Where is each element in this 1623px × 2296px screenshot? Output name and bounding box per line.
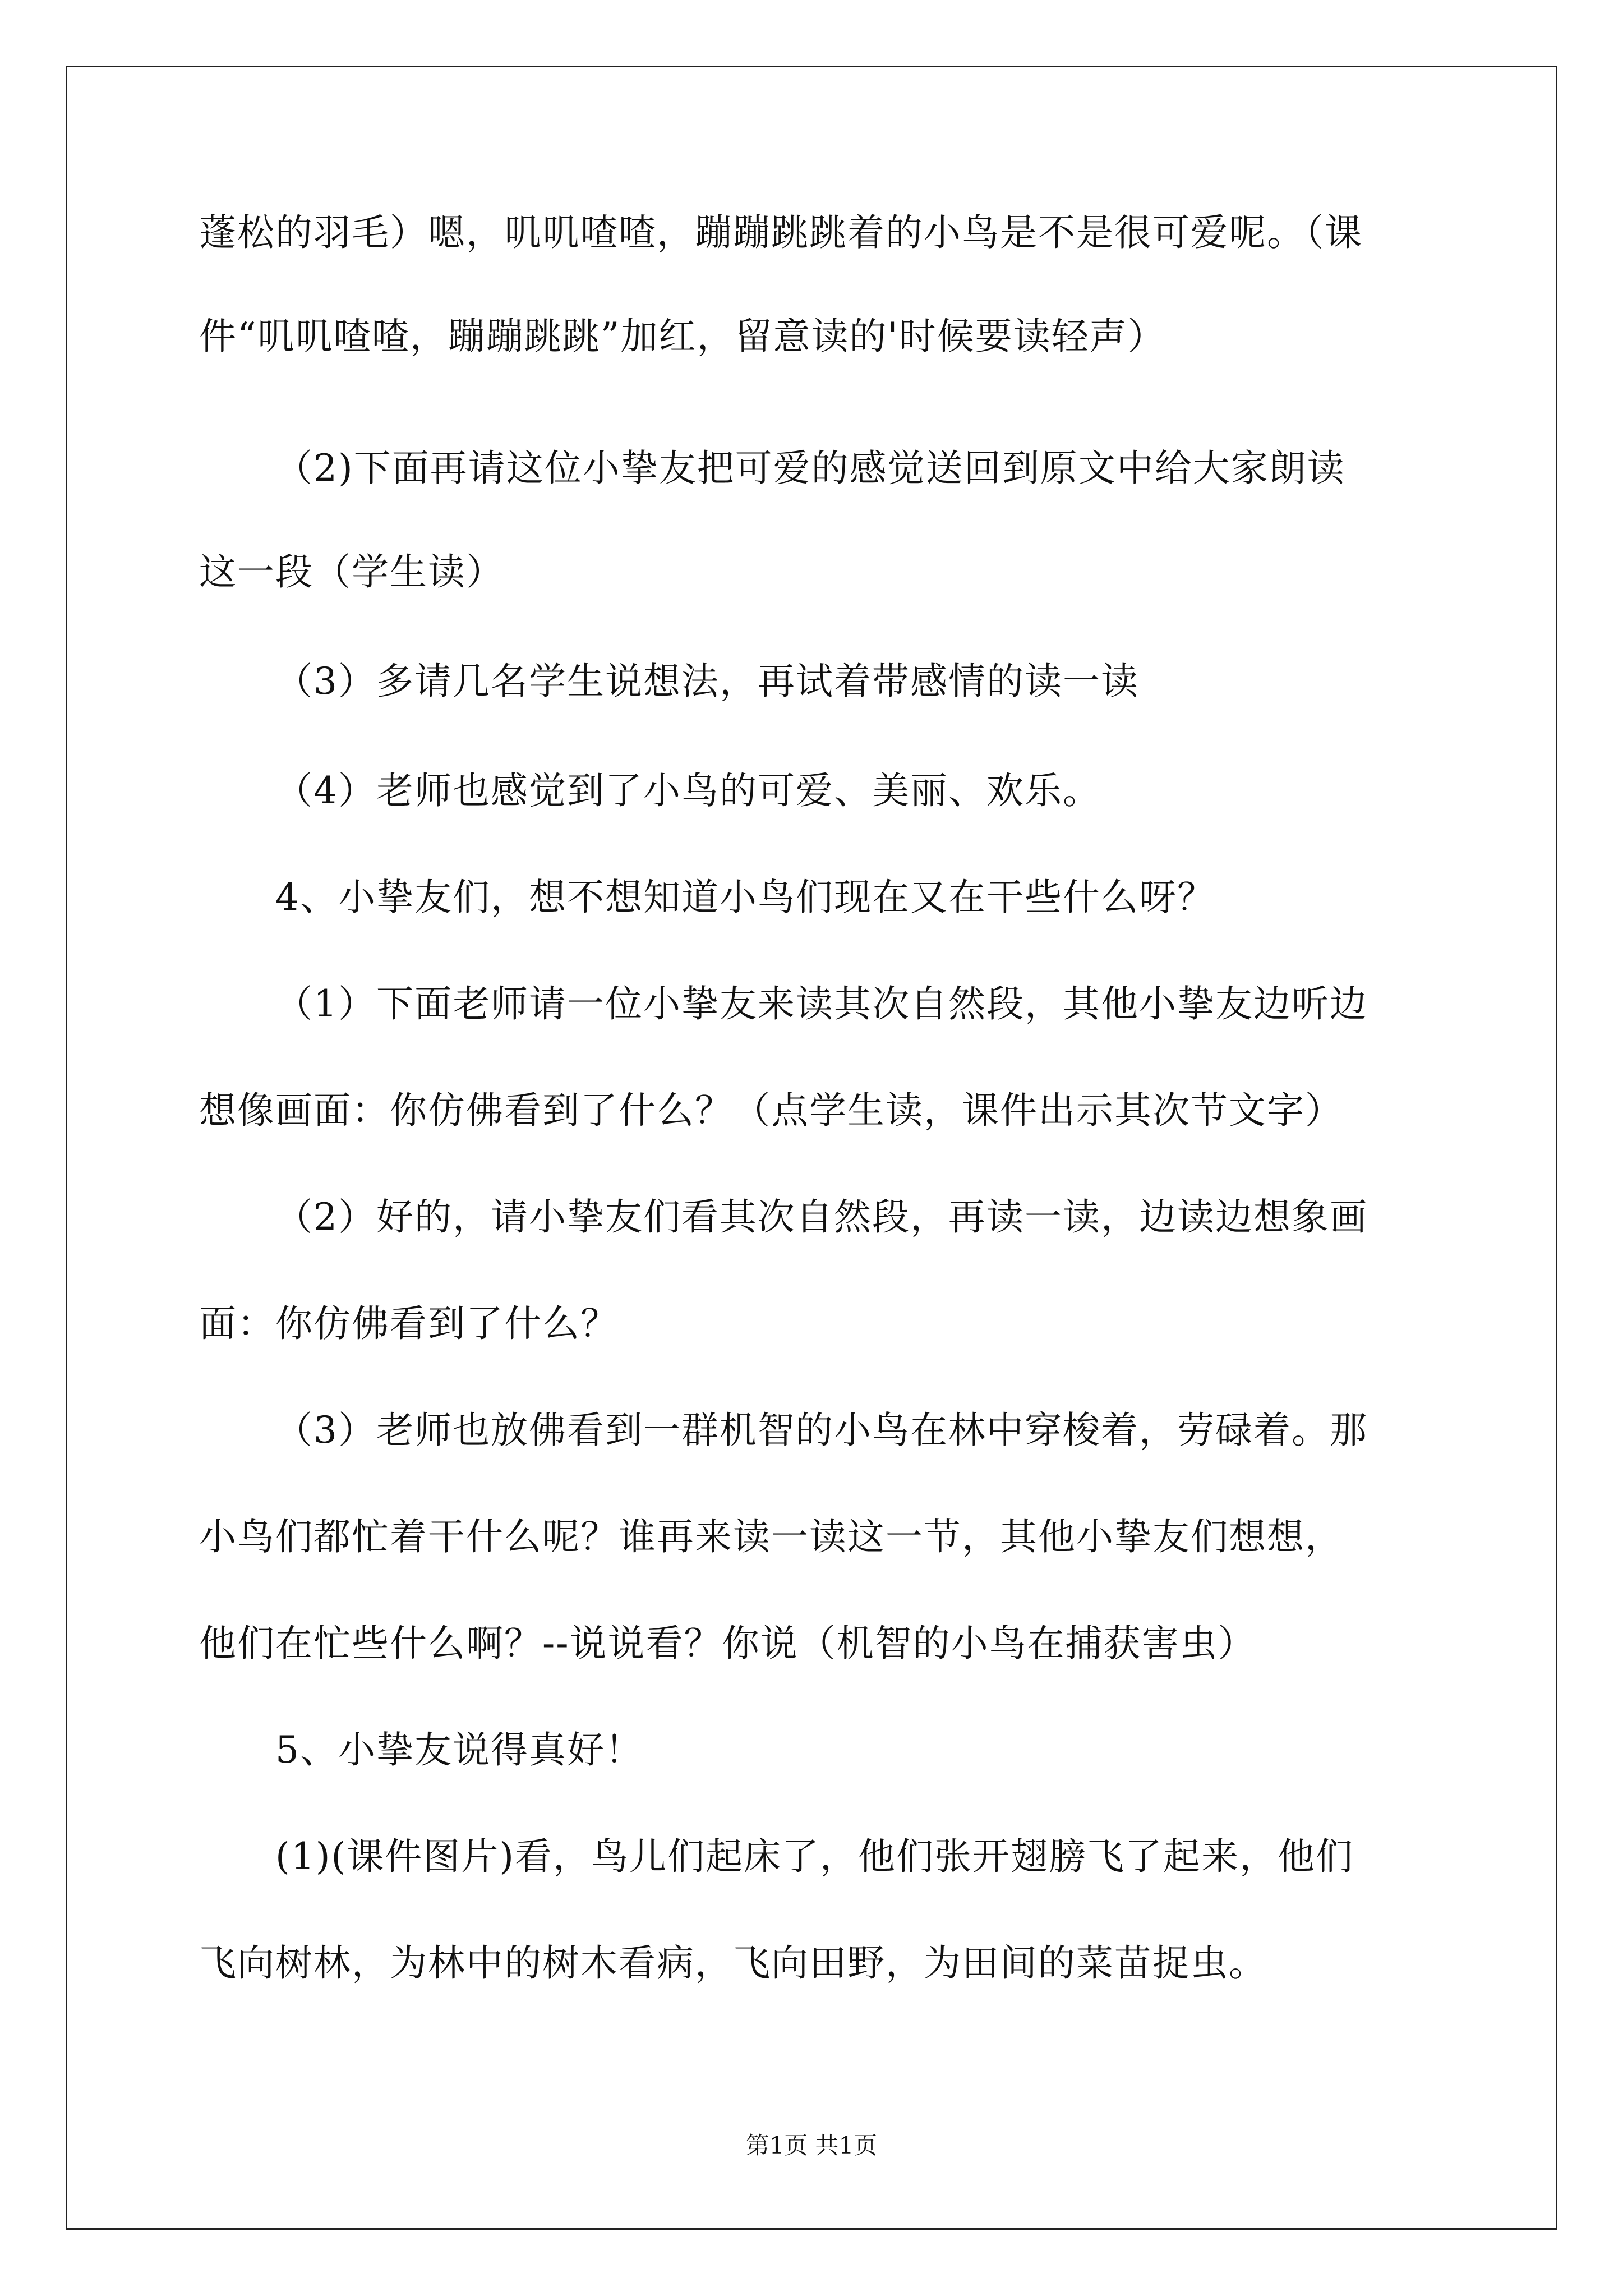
page-footer: 第1页 共1页 [745, 2132, 878, 2159]
paragraph-line: 5、小挚友说得真好！ [275, 1728, 643, 1772]
paragraph-line: 他们在忙些什么啊？--说说看？你说（机智的小鸟在捕获害虫） [199, 1622, 1256, 1665]
paragraph-line: 飞向树林，为林中的树木看病，飞向田野，为田间的菜苗捉虫。 [199, 1941, 1267, 1985]
paragraph-line: 这一段（学生读） [199, 550, 504, 593]
paragraph-line: (1)(课件图片)看，鸟儿们起床了，他们张开翅膀飞了起来，他们 [275, 1835, 1354, 1878]
paragraph-line: 4、小挚友们，想不想知道小鸟们现在又在干些什么呀？ [275, 876, 1215, 919]
paragraph-line: 小鸟们都忙着干什么呢？谁再来读一读这一节，其他小挚友们想想， [199, 1515, 1343, 1558]
paragraph-line: （1）下面老师请一位小挚友来读其次自然段，其他小挚友边听边 [275, 982, 1368, 1025]
paragraph-line: 蓬松的羽毛）嗯，叽叽喳喳，蹦蹦跳跳着的小鸟是不是很可爱呢。（课 [199, 211, 1363, 254]
paragraph-line: 件“叽叽喳喳，蹦蹦跳跳”加红，留意读的'时候要读轻声） [199, 315, 1166, 358]
paragraph-line: （3）老师也放佛看到一群机智的小鸟在林中穿梭着，劳碌着。那 [275, 1409, 1368, 1452]
page-border [66, 66, 1557, 2230]
paragraph-line: 想像画面：你仿佛看到了什么？（点学生读，课件出示其次节文字） [199, 1089, 1343, 1132]
paragraph-line: （2)下面再请这位小挚友把可爱的感觉送回到原文中给大家朗读 [275, 447, 1345, 490]
paragraph-line: （2）好的，请小挚友们看其次自然段，再读一读，边读边想象画 [275, 1195, 1368, 1239]
paragraph-line: （4）老师也感觉到了小鸟的可爱、美丽、欢乐。 [275, 769, 1101, 812]
paragraph-line: 面：你仿佛看到了什么？ [199, 1302, 619, 1345]
paragraph-line: （3）多请几名学生说想法，再试着带感情的读一读 [275, 660, 1139, 703]
